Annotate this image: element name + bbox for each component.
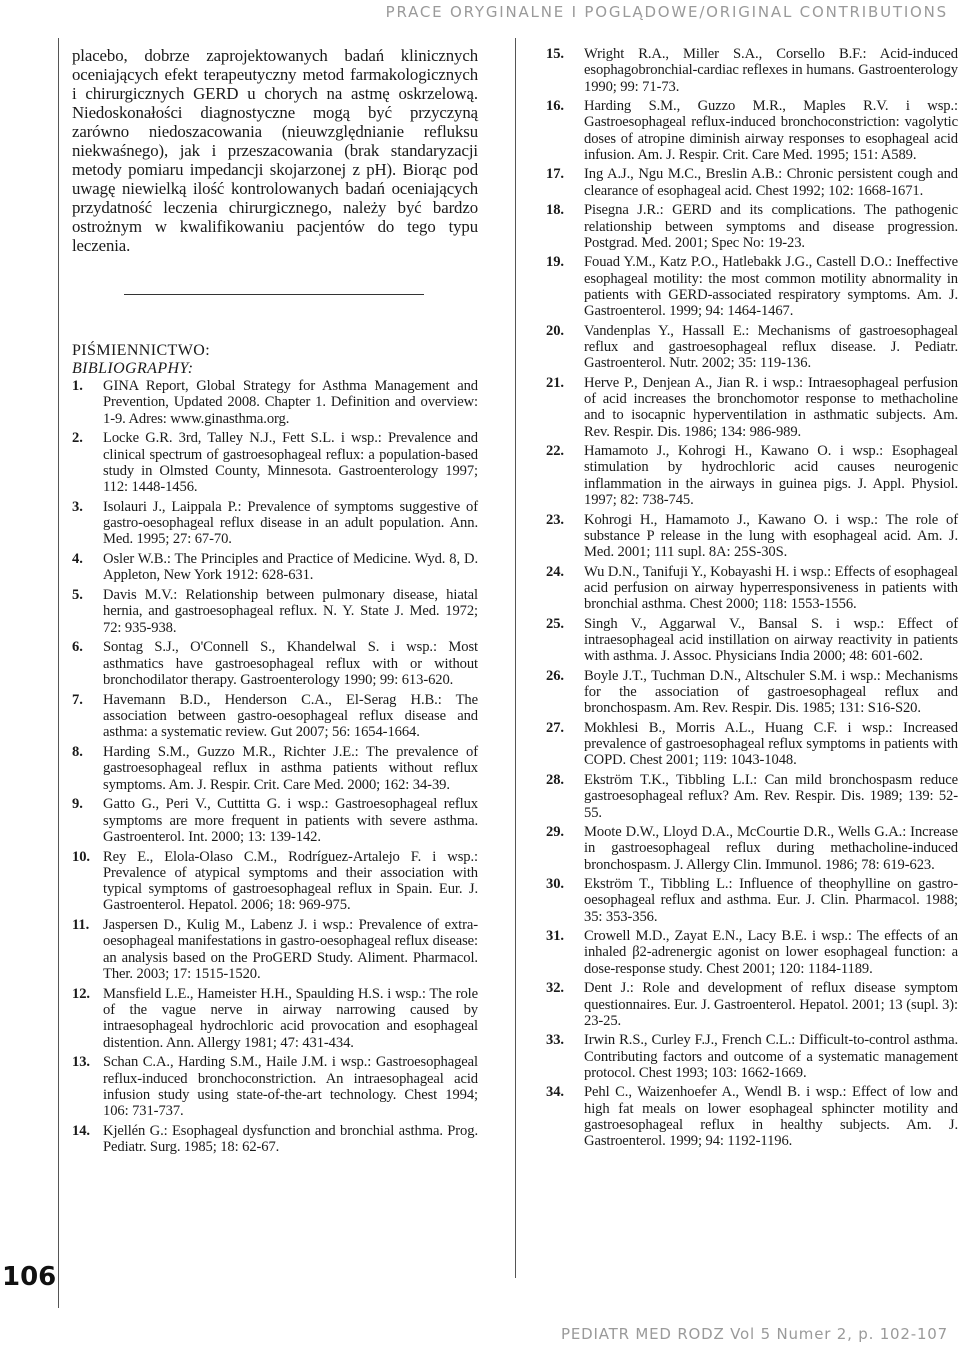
reference-item (546, 616, 958, 665)
reference-number: 15. (546, 46, 564, 62)
reference-number: 18. (546, 202, 564, 219)
reference-number: 30. (546, 876, 564, 893)
reference-item (546, 876, 958, 925)
reference-item (546, 668, 958, 717)
reference-item (546, 980, 958, 1029)
reference-item (72, 499, 478, 548)
reference-item (546, 443, 958, 508)
reference-text: Mokhlesi B., Morris A.L., Huang C.F. i wsp.: Increased prevalence of gastroesophageal reflux symptoms in patients with COPD. Chest 2001; 119: 1043-1048. (584, 719, 958, 769)
left-margin-rule (58, 38, 59, 1308)
reference-text: Locke G.R. 3rd, Talley N.J., Fett S.L. i wsp.: Prevalence and clinical spectrum of gastroesophageal reflux: a population-based study in Olmsted County, Minnesota. Gastroenterology 1997; 112: 1448-1456. (103, 430, 478, 496)
reference-number: 3. (72, 498, 83, 515)
reference-number: 2. (72, 430, 83, 447)
reference-text: Kohrogi H., Hamamoto J., Kawano O. i wsp.: The role of substance P release in the lung with esophageal acid. Am. J. Med. 2001; 111 supl. 8A: 25S-30S. (584, 511, 958, 561)
reference-number: 1. (72, 378, 83, 394)
reference-number: 22. (546, 443, 564, 460)
reference-item (546, 166, 958, 199)
reference-number: 5. (72, 587, 83, 604)
reference-text: Ekström T.K., Tibbling L.I.: Can mild bronchospasm reduce gastroesophageal reflux? Am. Rev. Respir. Dis. 1989; 139: 52-55. (584, 771, 958, 821)
reference-number: 6. (72, 639, 83, 656)
reference-text: Dent J.: Role and development of reflux disease symptom questionnaires. Eur. J. Gastroenterol. Hepatol. 2001; 13 (supl. 3): 23-25. (584, 980, 958, 1029)
reference-number: 21. (546, 374, 564, 391)
reference-number: 12. (72, 985, 90, 1002)
reference-text: Ekström T., Tibbling L.: Influence of theophylline on gastro-oesophageal reflux and asthma. Eur. J. Clin. Pharmacol. 1988; 35: 353-356. (584, 876, 958, 925)
reference-item (546, 1032, 958, 1081)
reference-number: 16. (546, 98, 564, 115)
reference-number: 20. (546, 322, 564, 339)
reference-number: 33. (546, 1032, 564, 1049)
reference-number: 7. (72, 691, 83, 708)
reference-text: Boyle J.T., Tuchman D.N., Altschuler S.M. i wsp.: Mechanisms for the association of gastroesophageal reflux and bronchospasm. Am. Rev. Respir. Dis. 1985; 131: S16-S20. (584, 667, 958, 717)
reference-item (546, 772, 958, 821)
reference-number: 13. (72, 1054, 90, 1071)
reference-text: Sontag S.J., O'Connell S., Khandelwal S. i wsp.: Most asthmatics have gastroesophageal reflux with or without bronchodilator therapy. Gastroenterology 1990; 99: 613-620. (103, 639, 478, 688)
reference-item (546, 323, 958, 372)
reference-number: 32. (546, 980, 564, 997)
reference-text: Osler W.B.: The Principles and Practice of Medicine. Wyd. 8, D. Appleton, New York 1912: 628-631. (103, 551, 478, 584)
reference-text: Fouad Y.M., Katz P.O., Hatlebakk J.G., Castell D.O.: Ineffective esophageal motility: the most common motility abnormality in patients with GERD-associated respiratory symptoms. Am. J. Gastroenterol. 1999; 94: 1464-1467. (584, 254, 958, 320)
reference-item (546, 98, 958, 163)
reference-text: Davis M.V.: Relationship between pulmonary disease, hiatal hernia, and gastroesophageal reflux. N. Y. State J. Med. 1972; 72: 935-938. (103, 587, 478, 636)
reference-number: 27. (546, 719, 564, 736)
reference-number: 23. (546, 511, 564, 528)
reference-number: 17. (546, 166, 564, 183)
reference-text: Pehl C., Waizenhoefer A., Wendl B. i wsp.: Effect of low and high fat meals on lower esophageal sphincter motility and gastroesophageal reflux in healthy subjects. Am. J. Gastroenterol. 1999; 94: 1192-1196. (584, 1084, 958, 1150)
right-column (546, 46, 958, 1153)
reference-text: Ing A.J., Ngu M.C., Breslin A.B.: Chronic persistent cough and clearance of esophageal acid. Chest 1992; 102: 1668-1671. (584, 166, 958, 199)
reference-text: Harding S.M., Guzzo M.R., Maples R.V. i wsp.: Gastroesophageal reflux-induced bronchoconstriction: vagolytic doses of atropine diminish airway responses to esophageal acid infusion. Am. J. Respir. Crit. Care Med. 1995; 151: A589. (584, 98, 958, 163)
reference-text: Wu D.N., Tanifuji Y., Kobayashi H. i wsp.: Effects of esophageal acid perfusion on airway hyperresponsiveness in patients with bronchial asthma. Chest 2000; 118: 1553-1556. (584, 563, 958, 613)
journal-footer: PEDIATR MED RODZ Vol 5 Numer 2, p. 102-107 (561, 1325, 948, 1343)
reference-item (546, 720, 958, 769)
reference-item (72, 551, 478, 584)
reference-item (72, 744, 478, 793)
reference-item (72, 430, 478, 495)
reference-text: Irwin R.S., Curley F.J., French C.L.: Difficult-to-control asthma. Contributing factors and outcome of a systematic management protocol. Chest 1993; 103: 1662-1669. (584, 1032, 958, 1081)
reference-number: 25. (546, 615, 564, 632)
reference-item (546, 254, 958, 319)
reference-number: 9. (72, 796, 83, 813)
reference-item (546, 202, 958, 251)
reference-number: 31. (546, 928, 564, 945)
reference-item (72, 587, 478, 636)
reference-number: 4. (72, 551, 83, 568)
reference-list-right (546, 46, 958, 1150)
reference-text: Herve P., Denjean A., Jian R. i wsp.: Intraesophageal perfusion of acid increases the bronchomotor response to methacholine and to isocapnic hyperventilation in asthmatic subjects. Am. Rev. Respir. Dis. 1986; 134: 986-989. (584, 374, 958, 440)
reference-number: 11. (72, 917, 90, 934)
reference-text: Mansfield L.E., Hameister H.H., Spaulding H.S. i wsp.: The role of the vague nerve in airway narrowing caused by intraesophageal hydrochloric acid provocation and esophageal distention. Ann. Allergy 1981; 47: 431-434. (103, 985, 478, 1051)
left-column (72, 46, 478, 1159)
reference-number: 34. (546, 1084, 564, 1101)
reference-text: Gatto G., Peri V., Cuttitta G. i wsp.: Gastroesophageal reflux symptoms are more frequent in patients with severe asthma. Gastroenterol. Int. 2000; 13: 139-142. (103, 796, 478, 845)
reference-item (72, 1054, 478, 1119)
bibliography-title: PIŚMIENNICTWO: (72, 342, 211, 359)
reference-item (72, 639, 478, 688)
reference-item (546, 375, 958, 440)
reference-text: Crowell M.D., Zayat E.N., Lacy B.E. i wsp.: The effects of an inhaled β2-adrenergic agonist on lower esophageal function: a dose-response study. Chest 2001; 120: 1184-1189. (584, 928, 958, 977)
reference-item (72, 849, 478, 914)
reference-text: Hamamoto J., Kohrogi H., Kawano O. i wsp.: Esophageal stimulation by hydrochloric acid causes neurogenic inflammation in the airways in guinea pigs. J. Appl. Physiol. 1997; 82: 738-745. (584, 443, 958, 509)
column-divider (515, 38, 516, 1278)
reference-text: Vandenplas Y., Hassall E.: Mechanisms of gastroesophageal reflux and gastroesophageal reflux disease. J. Pediatr. Gastroenterol. Nutr. 2002; 35: 119-136. (584, 322, 958, 372)
reference-text: Wright R.A., Miller S.A., Corsello B.F.: Acid-induced esophagobronchial-cardiac reflexes in humans. Gastroenterology 1990; 99: 71-73. (584, 46, 958, 95)
reference-item (546, 46, 958, 95)
reference-text: Moote D.W., Lloyd D.A., McCourtie D.R., Wells G.A.: Increase in gastroesophageal reflux during methacholine-induced bronchospasm. J. Allergy Clin. Immunol. 1986; 78: 619-623. (584, 823, 958, 873)
reference-item (546, 928, 958, 977)
reference-text: Singh V., Aggarwal V., Bansal S. i wsp.: Effect of intraesophageal acid instillation on airway reactivity in patients with asthma. J. Assoc. Physicians India 2000; 48: 601-602. (584, 615, 958, 665)
reference-text: Isolauri J., Laippala P.: Prevalence of symptoms suggestive of gastro-oesophageal reflux disease in an adult population. Ann. Med. 1995; 27: 67-70. (103, 498, 478, 548)
reference-item (546, 512, 958, 561)
reference-text: Jaspersen D., Kulig M., Labenz J. i wsp.: Prevalence of extra-oesophageal manifestations in gastro-oesophageal reflux disease: an analysis based on the ProGERD Study. Aliment. Pharmacol. Ther. 2003; 17: 1515-1520. (103, 917, 478, 982)
reference-number: 8. (72, 743, 83, 760)
reference-text: Kjellén G.: Esophageal dysfunction and bronchial asthma. Prog. Pediatr. Surg. 1985; 18: 62-67. (103, 1122, 478, 1156)
reference-item (72, 917, 478, 982)
running-header: PRACE ORYGINALNE I POGLĄDOWE/ORIGINAL CONTRIBUTIONS (385, 3, 948, 21)
reference-item (72, 796, 478, 845)
reference-text: GINA Report, Global Strategy for Asthma Management and Prevention, Updated 2008. Chapter 1. Definition and overview: 1-9. Adres: www.ginasthma.org. (103, 378, 478, 427)
bibliography-subtitle: BIBLIOGRAPHY: (72, 360, 194, 377)
reference-item (72, 378, 478, 427)
reference-number: 29. (546, 823, 564, 840)
reference-number: 28. (546, 771, 564, 788)
reference-number: 10. (72, 848, 90, 865)
reference-number: 26. (546, 667, 564, 684)
reference-item (72, 692, 478, 741)
reference-text: Pisegna J.R.: GERD and its complications. The pathogenic relationship between symptoms and disease progression. Postgrad. Med. 2001; Spec No: 19-23. (584, 202, 958, 251)
reference-item (546, 824, 958, 873)
reference-text: Havemann B.D., Henderson C.A., El-Serag H.B.: The association between gastro-oesophageal reflux disease and asthma: a systematic review. Gut 2007; 56: 1654-1664. (103, 691, 478, 741)
reference-text: Rey E., Elola-Olaso C.M., Rodríguez-Artalejo F. i wsp.: Prevalence of atypical symptoms and their association with typical symptoms of gastroesophageal reflux in Spain. Eur. J. Gastroenterol. Hepatol. 2006; 18: 969-975. (103, 848, 478, 914)
page-number: 106 (2, 1262, 57, 1292)
reference-number: 24. (546, 563, 564, 580)
reference-item (546, 1084, 958, 1149)
reference-text: Schan C.A., Harding S.M., Haile J.M. i wsp.: Gastroesophageal reflux-induced bronchoconstriction. An intraesophageal acid infusion study using state-of-the-art technology. Chest 1994; 106: 731-737. (103, 1054, 478, 1120)
reference-item (72, 1123, 478, 1156)
reference-number: 19. (546, 254, 564, 271)
reference-number: 14. (72, 1122, 90, 1139)
reference-list-left (72, 378, 478, 1155)
reference-item (72, 986, 478, 1051)
reference-item (546, 564, 958, 613)
reference-text: Harding S.M., Guzzo M.R., Richter J.E.: The prevalence of gastroesophageal reflux in asthma patients without reflux symptoms. Am. J. Respir. Crit. Care Med. 2000; 162: 34-39. (103, 743, 478, 793)
intro-paragraph: placebo, dobrze zaprojektowanych badań klinicznych oceniających efekt terapeutyczny metod farmakologicznych i chirurgicznych GERD u chorych na astmę oskrzelową. Niedoskonałości diagnostyczne mogą być przyczyną zarówno niedoszacowania (nieuwzględnianie refluksu niekwaśnego), jak i przeszacowania (brak standaryzacji metody pomiaru impedancji skojarzonej z pH). Biorąc pod uwagę niewielką ilość kontrolowanych badań oceniających przydatność leczenia chirurgicznego, należy być bardzo ostrożnym w kwalifikowaniu pacjentów do tego typu leczenia. (72, 46, 478, 255)
section-divider (124, 294, 424, 295)
